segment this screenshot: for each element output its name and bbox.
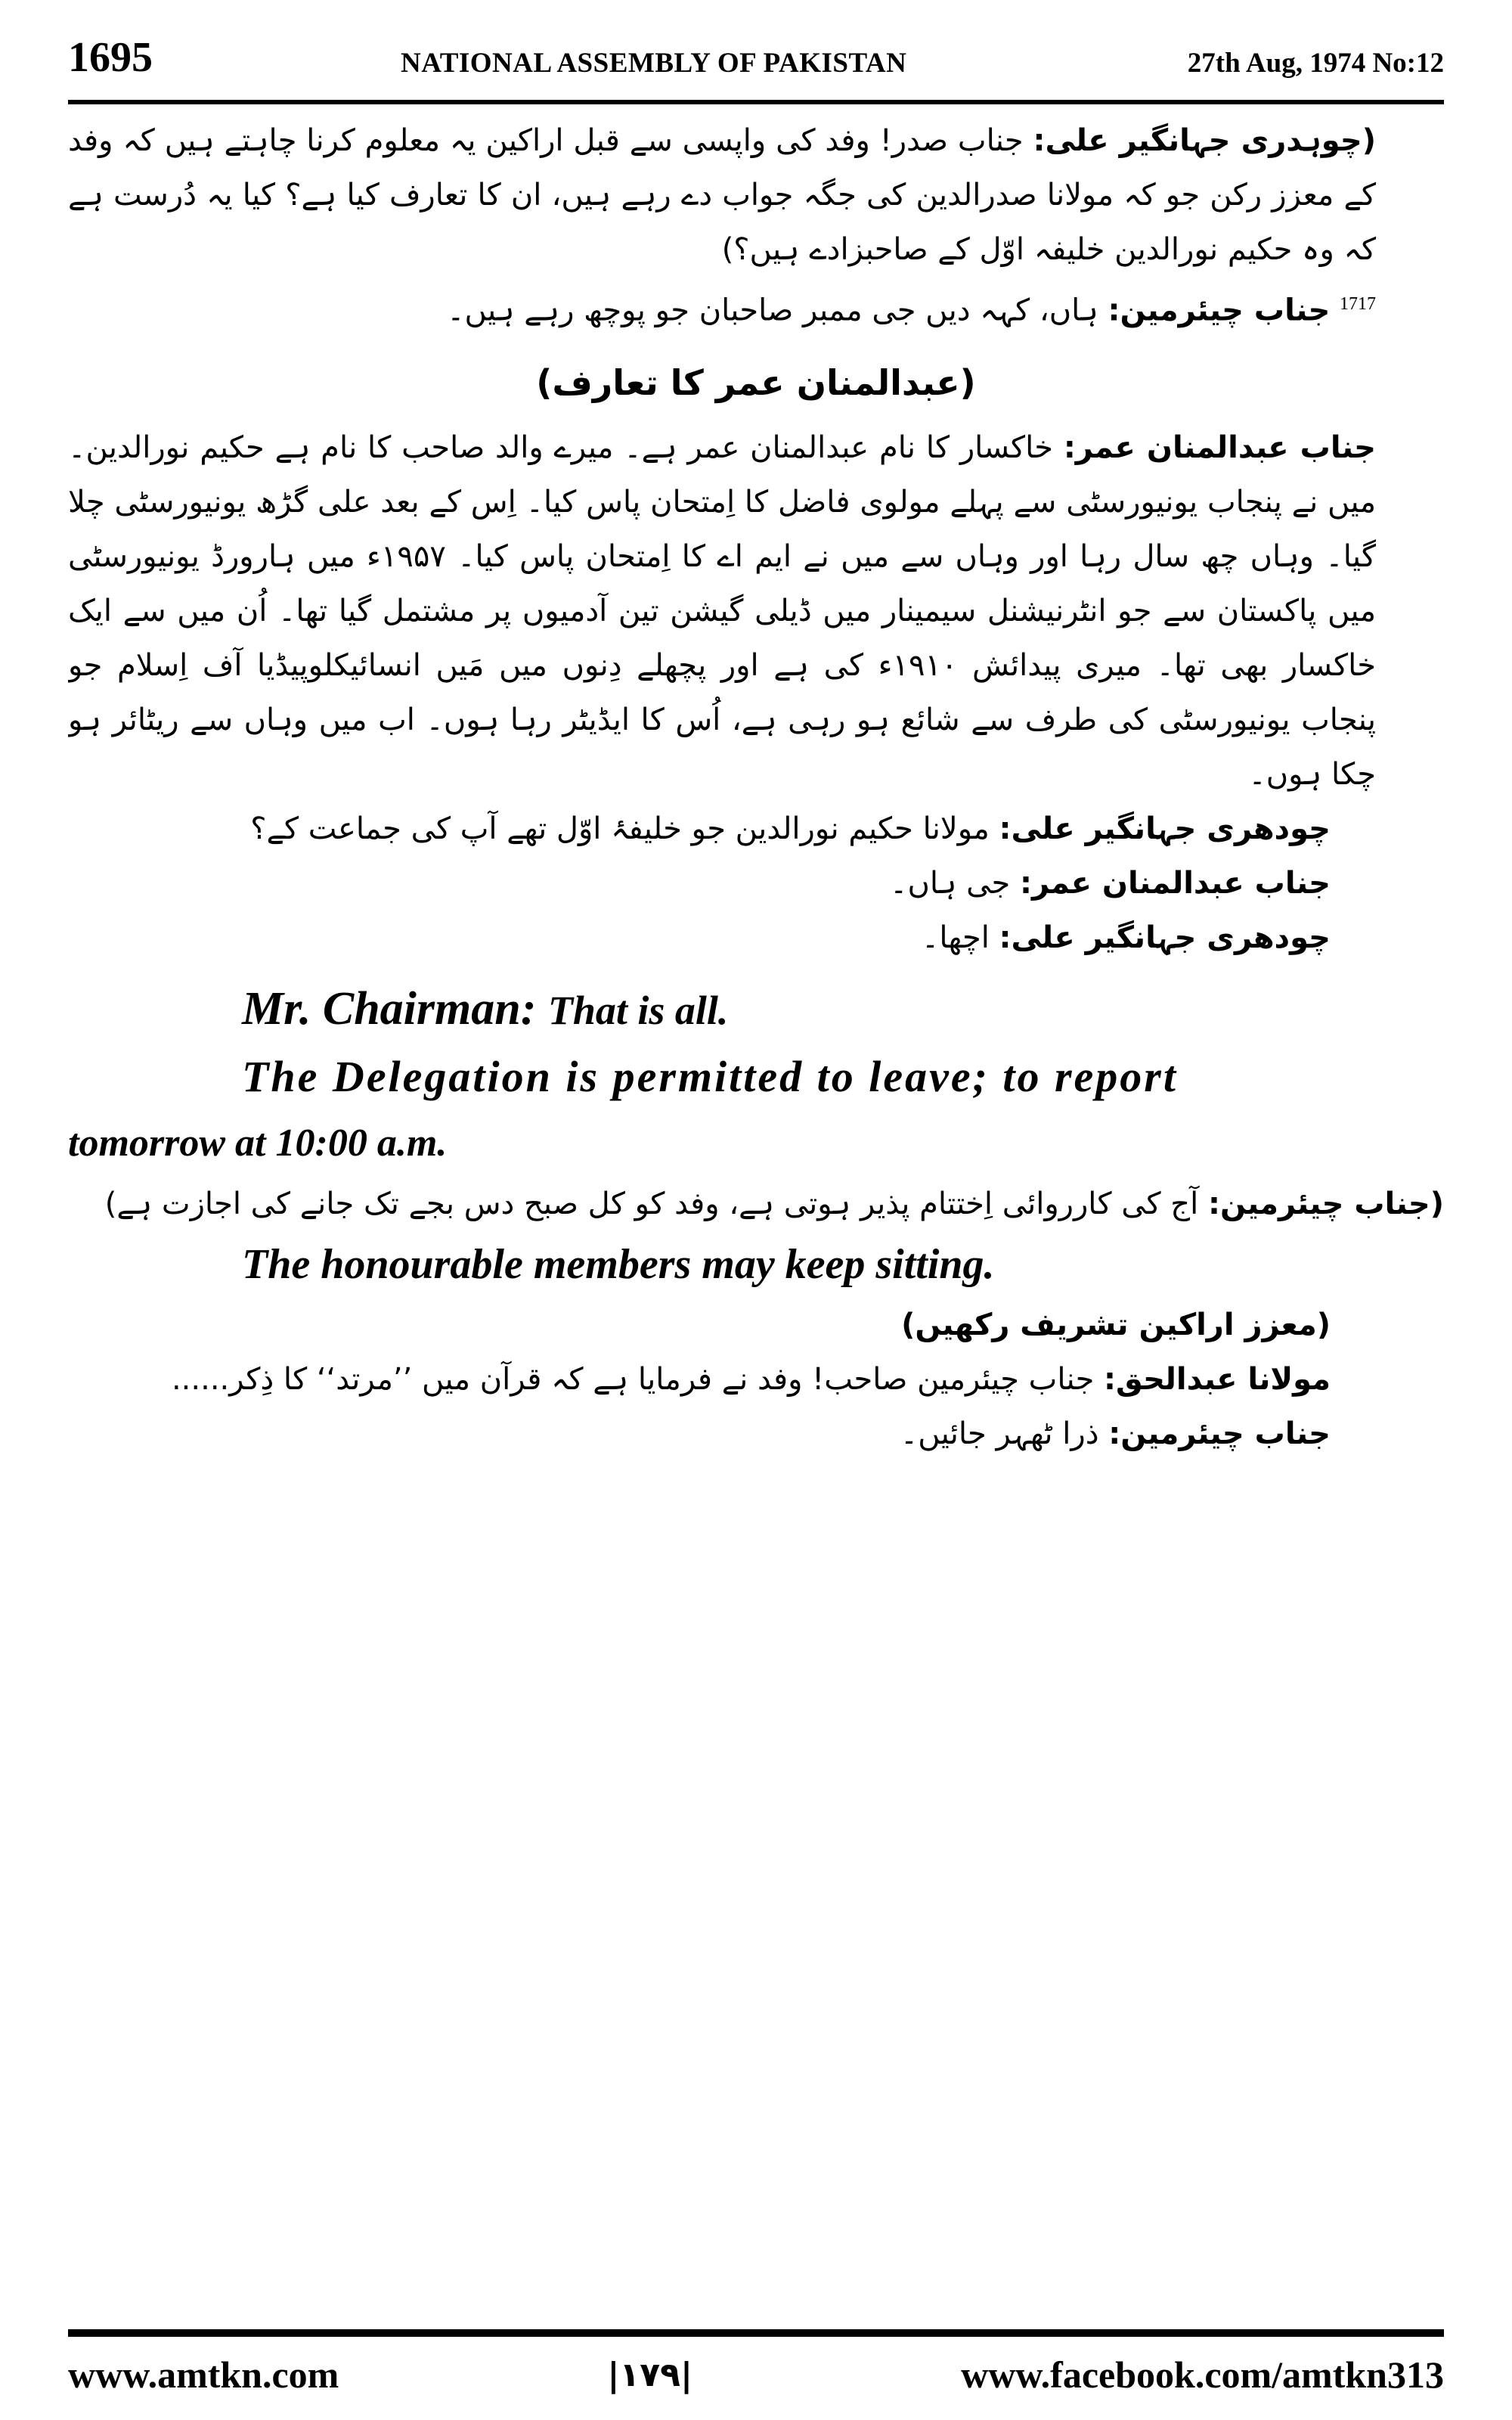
paragraph-members-sit: (معزز اراکین تشریف رکھیں)	[901, 1308, 1331, 1343]
speech-text: جناب صدر! وفد کی واپسی سے قبل اراکین یہ معلوم کرنا چاہتے ہیں کہ وفد کے معزز رکن جو کہ مولانا صدرالدین کی جگہ جواب دے رہے ہیں، ان کا تعارف کیا ہے؟ کیا یہ دُرست ہے کہ وہ حکیم نورالدین خلیفہ اوّل کے صاحبزادے ہیں؟)	[68, 123, 1376, 267]
speaker-label: چودھری جہانگیر علی:	[999, 920, 1331, 956]
speech-text: جی ہاں۔	[890, 866, 1011, 901]
page-header	[68, 33, 1444, 94]
section-heading: (عبدالمنان عمر کا تعارف)	[536, 362, 976, 404]
footer-rule	[68, 2329, 1444, 2337]
speaker-label: مولانا عبدالحق:	[1104, 1362, 1331, 1398]
speech-text: ہاں، کہہ دیں جی ممبر صاحبان جو پوچھ رہے ہیں۔	[447, 293, 1098, 328]
footer-page-number: |۱۷۹|	[607, 2355, 693, 2394]
english-delegation-line: The Delegation is permitted to leave; to report	[242, 1052, 1178, 1102]
paragraph-chairman-reply	[68, 277, 1444, 337]
footer-website-link[interactable]: www.amtkn.com	[68, 2353, 339, 2396]
paragraph-abdul-haq	[68, 1352, 1444, 1407]
speaker-label: جناب عبدالمنان عمر:	[1063, 430, 1376, 466]
paragraph-abdul-mannan-yes	[68, 856, 1444, 911]
english-members-line: The honourable members may keep sitting.	[242, 1241, 995, 1289]
english-speaker-label: Mr. Chairman:	[242, 983, 537, 1035]
header-date-number: 27th Aug, 1974 No:12	[1187, 48, 1444, 79]
speaker-label: جناب عبدالمنان عمر:	[1019, 866, 1331, 901]
page-footer	[68, 2344, 1444, 2405]
speaker-label: چودھری جہانگیر علی:	[999, 811, 1331, 847]
reference-number: 1717	[1340, 294, 1376, 314]
speaker-label: جناب چیئرمین:	[1108, 1416, 1331, 1452]
paragraph-abdul-mannan-intro	[68, 420, 1444, 802]
paragraph-jahangir-ok	[68, 911, 1444, 965]
speech-text: خاکسار کا نام عبدالمنان عمر ہے۔ میرے والد صاحب کا نام ہے حکیم نورالدین۔ میں نے پنجاب یونیورسٹی سے پہلے مولوی فاضل کا اِمتحان پاس کیا۔ اِس کے بعد علی گڑھ یونیورسٹی چلا گیا۔ وہاں چھ سال رہا اور وہاں سے میں نے ایم اے کا اِمتحان پاس کیا۔ ۱۹۵۷ء میں ہارورڈ یونیورسٹی میں پاکستان سے جو انٹرنیشنل سیمینار میں ڈیلی گیشن تین آدمیوں پر مشتمل گیا تھا۔ اُن میں سے ایک خاکسار بھی تھا۔ میری پیدائش ۱۹۱۰ء کی ہے اور پچھلے دِنوں میں مَیں انسائیکلوپیڈیا آف اِسلام جو پنجاب یونیورسٹی کی طرف سے شائع ہو رہی ہے، اُس کا ایڈیٹر رہا ہوں۔ اب میں وہاں سے ریٹائر ہو چکا ہوں۔	[68, 430, 1377, 793]
header-rule	[68, 100, 1444, 104]
speech-text: اچھا۔	[921, 920, 990, 956]
header-title: NATIONAL ASSEMBLY OF PAKISTAN	[401, 48, 907, 79]
english-delegation-line-cont: tomorrow at 10:00 a.m.	[68, 1122, 448, 1165]
english-chairman-line	[68, 976, 1444, 1044]
speech-text: ذرا ٹھہر جائیں۔	[900, 1416, 1099, 1452]
paragraph-chairman-wait	[68, 1407, 1444, 1461]
paragraph-chairman-adjourn	[68, 1177, 1444, 1231]
speech-text: جناب چیئرمین صاحب! وفد نے فرمایا ہے کہ قرآن میں ’’مرتد‘‘ کا ذِکر......	[171, 1362, 1095, 1398]
spacer	[68, 965, 1444, 976]
page-number: 1695	[68, 34, 153, 81]
speaker-label: (چوہدری جہانگیر علی:	[1033, 123, 1376, 158]
paragraph-jahangir-question	[68, 113, 1444, 277]
english-speech-text: That is all.	[547, 988, 729, 1034]
footer-facebook-link[interactable]: www.facebook.com/amtkn313	[961, 2353, 1444, 2396]
page-body	[68, 113, 1444, 2314]
speech-text: آج کی کارروائی اِختتام پذیر ہوتی ہے، وفد کو کل صبح دس بجے تک جانے کی اجازت ہے)	[104, 1187, 1199, 1222]
speech-text: مولانا حکیم نورالدین جو خلیفۂ اوّل تھے آپ کی جماعت کے؟	[250, 811, 990, 847]
speaker-label: (جناب چیئرمین:	[1207, 1187, 1444, 1222]
paragraph-jahangir-followup	[68, 802, 1444, 856]
speaker-label: جناب چیئرمین:	[1108, 293, 1331, 328]
